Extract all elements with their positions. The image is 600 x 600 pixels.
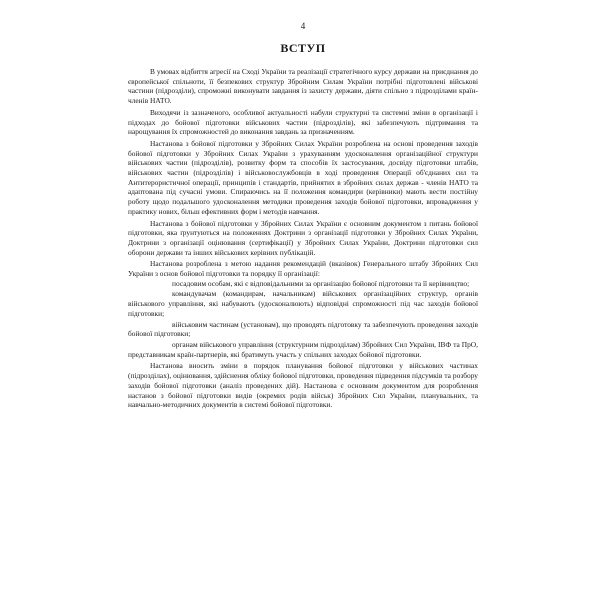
paragraph: Виходячи із зазначеного, особливої актуальності набули структурні та системні зміни в організації і підходах до бойової підготовки військових частин (підрозділів), які забезпечують підтримання та нарощування їх спроможностей до виконання завдань за призначенням. bbox=[128, 107, 478, 137]
page-title: ВСТУП bbox=[280, 41, 326, 55]
paragraph: Настанова розроблена з метою надання рекомендацій (вказівок) Генерального штабу Збройних Сил України з основ бойової підготовки та порядку її організації: bbox=[128, 259, 478, 279]
list-item: командувачам (командирам, начальникам) військових організаційних структур, органів військового управління, які набувають (удосконалюють) відповідні спроможності під час заходів бойової підготовки; bbox=[128, 289, 478, 318]
paragraph: Настанова з бойової підготовки у Збройних Силах України є основним документом з питань бойової підготовки, яка ґрунтуються на положеннях Доктрини з організації підготовки у Збройних Силах України, Доктрини з організації оцінювання (сертифікації) у Збройних Силах України, Доктрини підготовки сил оборони держави та інших військових керівних публікацій. bbox=[128, 218, 478, 257]
page-number: 4 bbox=[300, 21, 306, 31]
list-item: посадовим особам, які є відповідальними за організацію бойової підготовки та її керівництво; bbox=[172, 278, 470, 288]
list-item: військовим частинам (установам), що проводять підготовку та забезпечують проведення заходів бойової підготовки; bbox=[128, 319, 478, 339]
list-item: органам військового управління (структурним підрозділам) Збройних Сил України, ІВФ та ПрО, представникам країн-партнерів, які братимуть участь у спільних заходах бойової підготовки. bbox=[128, 339, 478, 359]
paragraph: Настанова з бойової підготовки у Збройних Силах України розроблена на основі проведення заходів бойової підготовки у Збройних Силах України з урахуванням удосконалення організаційної структури військових частин (підрозділів), розвитку форм та способів їх застосування, досвіду підготовки штабів, військових частин (підрозділів) і військовослужбовців в ході проведення Операції об'єднаних сил та Антитерористичної операції, принципів і стандартів, прийнятих в збройних силах держав - членів НАТО та адаптована під сучасні умови. Спираючись на її положення командири (керівники) мають вести постійну роботу щодо подальшого удосконалення методики проведення заходів бойової підготовки, впровадження у практику нових, більш ефективних форм і методів навчання. bbox=[128, 138, 478, 216]
paragraph: Настанова вносить зміни в порядок планування бойової підготовки у військових частинах (підрозділах), оцінювання, здійснення обліку бойової підготовки, проведення підведення підсумків та розбору заходів бойової підготовки (аналіз проведених дій). Настанова є основним документом для розроблення настанов з бойової підготовки видів (окремих родів військ) Збройних Сил України, планувальних, та навчально-методичних документів в системі бойової підготовки. bbox=[128, 361, 478, 410]
paragraph: В умовах відбиття агресії на Сході України та реалізації стратегічного курсу держави на приєднання до європейської спільноти, її безпекових структур Збройним Силам України потрібні підготовлені військові частини (підрозділи), спроможні виконувати завдання із захисту держави, діяти спільно з підрозділами країн-членів НАТО. bbox=[128, 67, 478, 106]
document-body bbox=[128, 67, 478, 410]
document-page bbox=[128, 20, 478, 592]
